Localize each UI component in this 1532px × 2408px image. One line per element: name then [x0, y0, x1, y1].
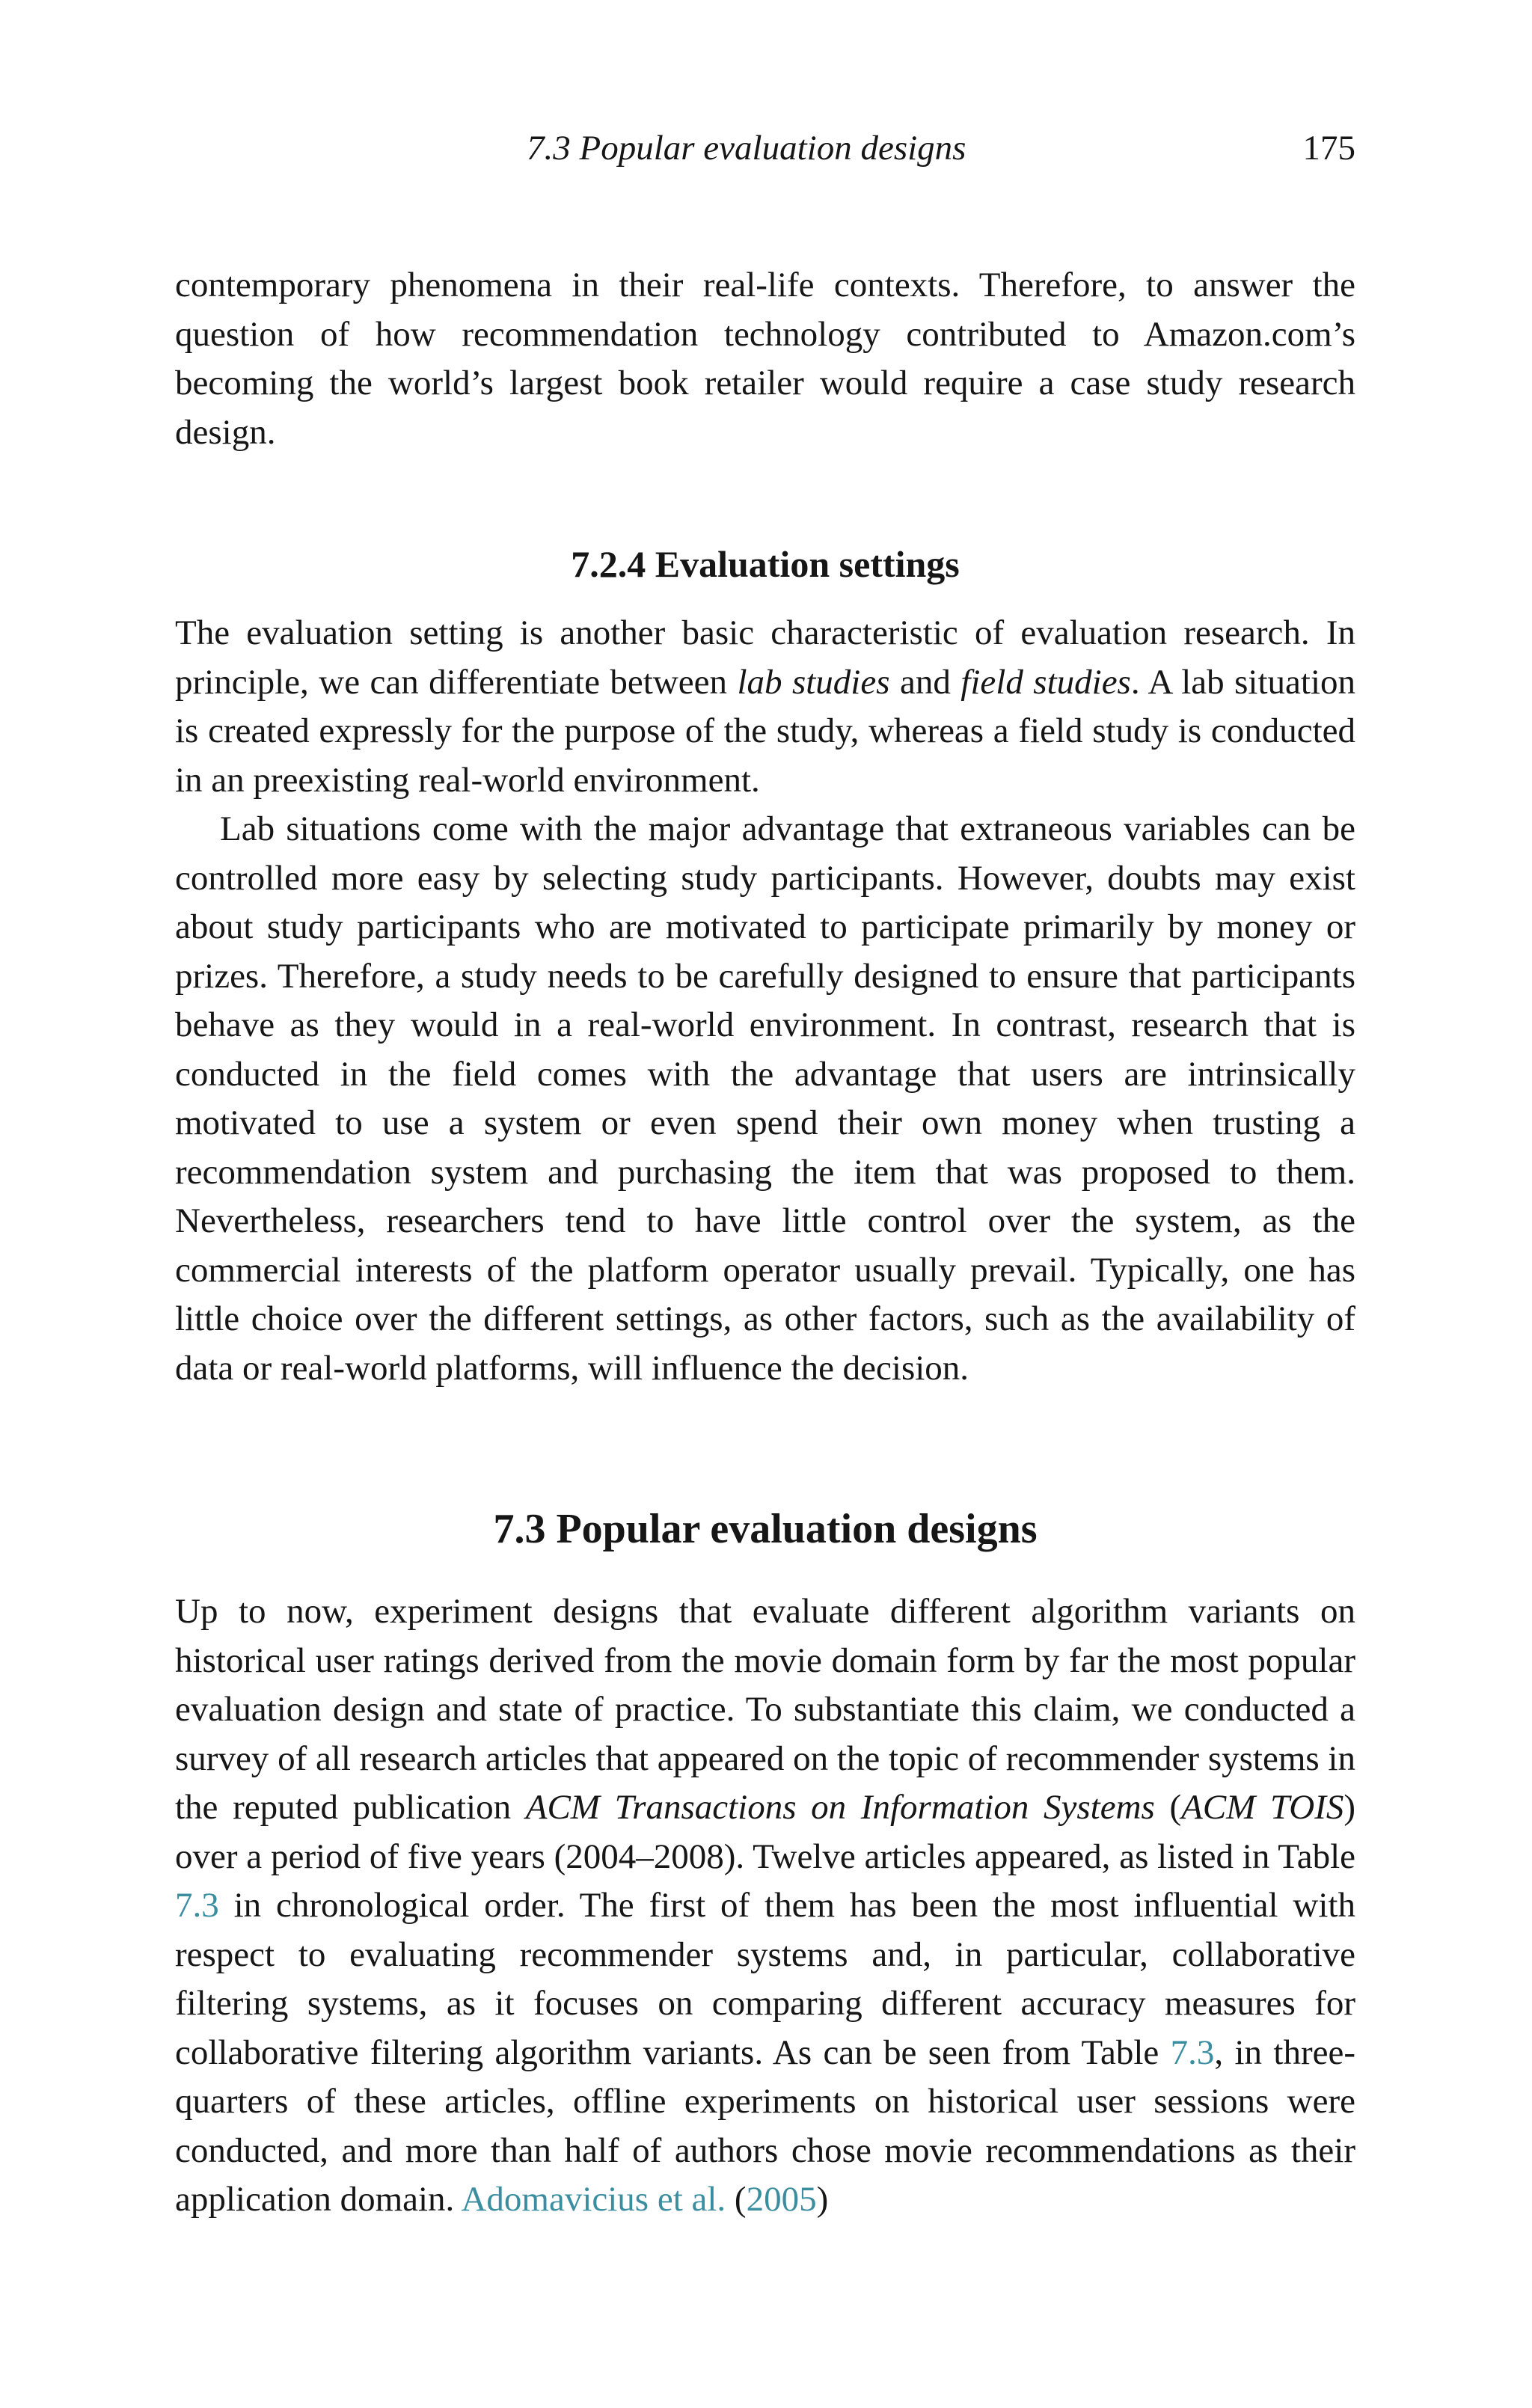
paragraph-lab-situations: Lab situations come with the major advantage that extraneous variables can be controlled more easy by selecting study participants. However, doubts may exist about study participants who are motivated to participate primarily by money or prizes. Therefore, a study needs to be carefully designed to ensure that participants behave as they would in a real-world environment. In contrast, research that is conducted in the field comes with the advantage that users are intrinsically motivated to use a system or even spend their own money when trusting a recommendation system and purchasing the item that was proposed to them. Nevertheless, researchers tend to have little control over the system, as the commercial interests of the platform operator usually prevail. Typically, one has little choice over the different settings, as other factors, such as the availability of data or real-world platforms, will influence the decision.	[175, 809, 1355, 1388]
paragraph-popular-designs	[175, 1587, 1355, 2225]
paragraph-evaluation-setting	[175, 609, 1355, 805]
subsection-heading: 7.2.4 Evaluation settings	[571, 543, 960, 585]
paragraph-text: , in three-quarters of these articles, offline experiments on historical user sessions were conducted, and more than half of authors chose movie recommendations as their application domain.	[175, 2032, 1355, 2219]
running-head	[175, 126, 1355, 171]
term-field-studies: field studies	[960, 662, 1131, 702]
citation-author-link[interactable]: Adomavicius et al.	[461, 2180, 726, 2219]
paragraph-text: ) over a period of five years (2004–2008). Twelve articles appeared, as listed in Table	[175, 1788, 1356, 1876]
paragraph-text: and	[889, 662, 961, 702]
table-reference-link[interactable]: 7.3	[1170, 2032, 1215, 2072]
journal-title: ACM Transactions on Information Systems	[525, 1788, 1155, 1827]
table-reference-link[interactable]: 7.3	[175, 1886, 219, 1925]
section-heading: 7.3 Popular evaluation designs	[493, 1506, 1038, 1552]
paragraph-case-study: contemporary phenomena in their real-life contexts. Therefore, to answer the question of how recommendation technology contributed to Amazon.com’s becoming the world’s largest book retailer would require a case study research design.	[175, 266, 1355, 452]
paragraph-text: . A lab situation is created expressly for the purpose of the study, whereas a field study is conducted in an preexisting real-world environment.	[175, 662, 1356, 800]
paragraph-text: )	[816, 2180, 829, 2219]
paragraph-text: (	[1154, 1788, 1182, 1827]
journal-abbrev: ACM TOIS	[1181, 1788, 1344, 1827]
term-lab-studies: lab studies	[737, 662, 890, 702]
page-number: 175	[1302, 129, 1355, 168]
paragraph-text: Up to now, experiment designs that evaluate different algorithm variants on historical user ratings derived from the movie domain form by far the most popular evaluation design and state of practice. To substantiate this claim, we conducted a survey of all research articles that appeared on the topic of recommender systems in the reputed publication	[175, 1592, 1355, 1827]
paragraph-text: in chronological order. The first of them has been the most influential with respect to evaluating recommender systems and, in particular, collaborative filtering systems, as it focuses on comparing different accuracy measures for collaborative filtering algorithm variants. As can be seen from Table	[175, 1886, 1355, 2072]
paragraph-text: (	[726, 2180, 747, 2219]
citation-year-link[interactable]: 2005	[746, 2180, 817, 2219]
running-head-title: 7.3 Popular evaluation designs	[527, 129, 966, 168]
paragraph-text: The evaluation setting is another basic characteristic of evaluation research. In principle, we can differentiate between	[175, 613, 1355, 702]
